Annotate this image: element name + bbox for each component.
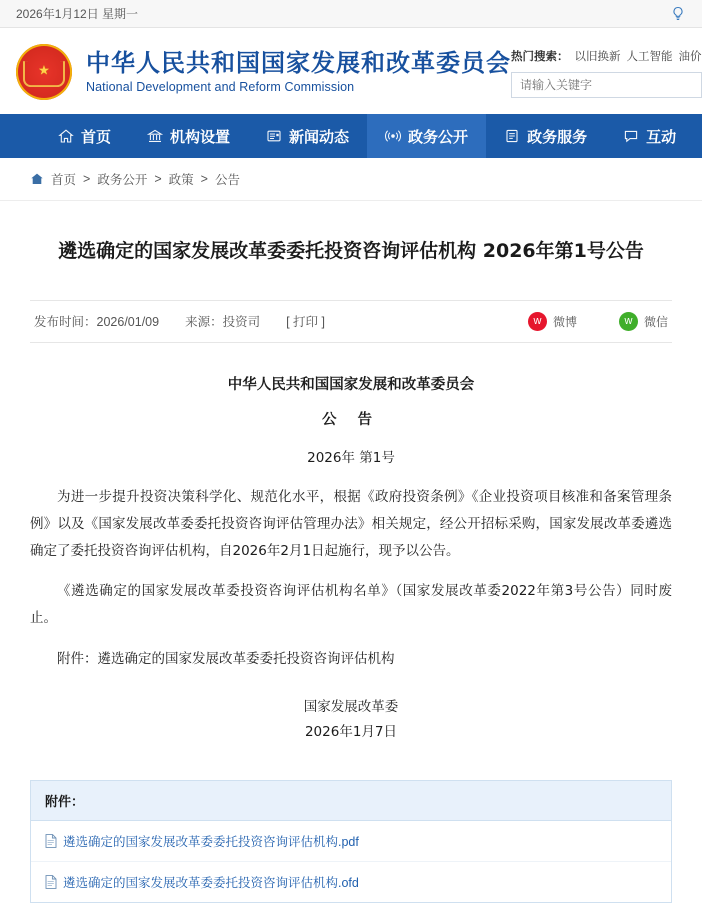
- paragraph: 为进一步提升投资决策科学化、规范化水平，根据《政府投资条例》《企业投资项目核准和备案管理条例》以及《国家发展改革委委托投资咨询评估管理办法》相关规定，经公开招标采购，国家发展改革委遴选确定了委托投资咨询评估机构，自2026年2月1日起施行，现予以公告。: [30, 488, 672, 559]
- nav-label: 新闻动态: [289, 127, 350, 146]
- wechat-icon: w: [619, 312, 638, 331]
- publish-time-label: 发布时间：: [34, 315, 97, 329]
- attachment-link[interactable]: 遴选确定的国家发展改革委委托投资咨询评估机构.pdf: [63, 834, 359, 849]
- nav-item-organization[interactable]: [129, 114, 248, 158]
- breadcrumb-item-0[interactable]: 首页: [51, 173, 77, 187]
- article-container: [0, 237, 702, 903]
- top-bar-actions: [670, 6, 686, 22]
- document-number: 2026年 第1号: [307, 449, 395, 466]
- nav-item-home[interactable]: [40, 114, 129, 158]
- home-icon: [58, 128, 74, 144]
- search-area: [511, 44, 702, 98]
- source-label: 来源：: [185, 315, 223, 329]
- main-nav: [0, 114, 702, 158]
- nav-label: 首页: [81, 127, 112, 146]
- search-box[interactable]: [511, 72, 702, 98]
- share-wechat-label: 微信: [643, 314, 668, 329]
- breadcrumb: [0, 158, 702, 201]
- source-value: 投资司: [222, 315, 261, 329]
- weibo-icon: w: [528, 312, 547, 331]
- nav-item-government-affairs[interactable]: [367, 114, 486, 158]
- publish-time-value: 2026/01/09: [96, 315, 160, 329]
- print-button[interactable]: [ 打印 ]: [286, 315, 326, 329]
- article-body: [30, 371, 672, 746]
- nav-label: 政务公开: [408, 127, 469, 146]
- share-weibo-label: 微博: [552, 314, 577, 329]
- attachments-panel: [30, 780, 672, 903]
- nav-label: 互动: [646, 127, 677, 146]
- search-input[interactable]: [512, 73, 701, 97]
- breadcrumb-separator: >: [83, 172, 91, 186]
- site-brand[interactable]: [16, 44, 511, 100]
- hot-search-item-2[interactable]: 油价: [678, 51, 702, 63]
- org-name-en: National Development and Reform Commission: [86, 79, 355, 94]
- brand-text: [86, 50, 511, 94]
- top-bar: [0, 0, 702, 28]
- publish-time: [34, 312, 159, 330]
- site-header: [0, 28, 702, 114]
- nav-label: 机构设置: [170, 127, 231, 146]
- broadcast-icon: [385, 128, 401, 144]
- chat-icon: [623, 128, 639, 144]
- breadcrumb-separator: >: [154, 172, 162, 186]
- national-emblem-icon: ★: [16, 44, 72, 100]
- hot-search-item-0[interactable]: 以旧换新: [574, 51, 621, 63]
- document-type: 公 告: [321, 411, 381, 428]
- article-meta: [30, 300, 672, 343]
- paragraph: 附件：遴选确定的国家发展改革委委托投资咨询评估机构: [57, 650, 395, 667]
- nav-item-news[interactable]: [248, 114, 367, 158]
- hot-search: [511, 48, 702, 64]
- current-date: 2026年1月12日 星期一: [16, 7, 139, 21]
- share-wechat[interactable]: [619, 312, 668, 331]
- paragraph: 《遴选确定的国家发展改革委投资咨询评估机构名单》（国家发展改革委2022年第3号公告）同时废止。: [30, 583, 672, 626]
- org-name-cn: 中华人民共和国国家发展和改革委员会: [86, 49, 511, 78]
- signature-block: [30, 695, 672, 746]
- news-icon: [266, 128, 282, 144]
- breadcrumb-item-2[interactable]: 政策: [168, 173, 194, 187]
- breadcrumb-item-3[interactable]: 公告: [214, 173, 240, 187]
- breadcrumb-separator: >: [200, 172, 208, 186]
- signature-org: 国家发展改革委: [303, 698, 399, 715]
- document-issuer: 中华人民共和国国家发展和改革委员会: [227, 376, 475, 393]
- file-ofd-icon: [45, 875, 57, 889]
- hot-search-label: 热门搜索：: [511, 51, 569, 63]
- nav-label: 政务服务: [527, 127, 588, 146]
- breadcrumb-item-1[interactable]: 政务公开: [97, 173, 148, 187]
- lightbulb-icon[interactable]: [670, 6, 686, 22]
- share-weibo[interactable]: [528, 312, 577, 331]
- source: [185, 312, 260, 330]
- hot-search-item-1[interactable]: 人工智能: [626, 51, 673, 63]
- file-pdf-icon: [45, 834, 57, 848]
- page-title: 遴选确定的国家发展改革委委托投资咨询评估机构 2026年第1号公告: [58, 240, 644, 262]
- attachment-item[interactable]: [31, 821, 671, 862]
- nav-item-interaction[interactable]: [605, 114, 694, 158]
- attachment-link[interactable]: 遴选确定的国家发展改革委委托投资咨询评估机构.ofd: [63, 875, 359, 890]
- attachment-item[interactable]: [31, 862, 671, 902]
- signature-date: 2026年1月7日: [304, 724, 398, 741]
- document-icon: [504, 128, 520, 144]
- bank-icon: [147, 128, 163, 144]
- attachments-heading: 附件：: [31, 781, 671, 821]
- nav-item-services[interactable]: [486, 114, 605, 158]
- home-solid-icon: [30, 172, 44, 186]
